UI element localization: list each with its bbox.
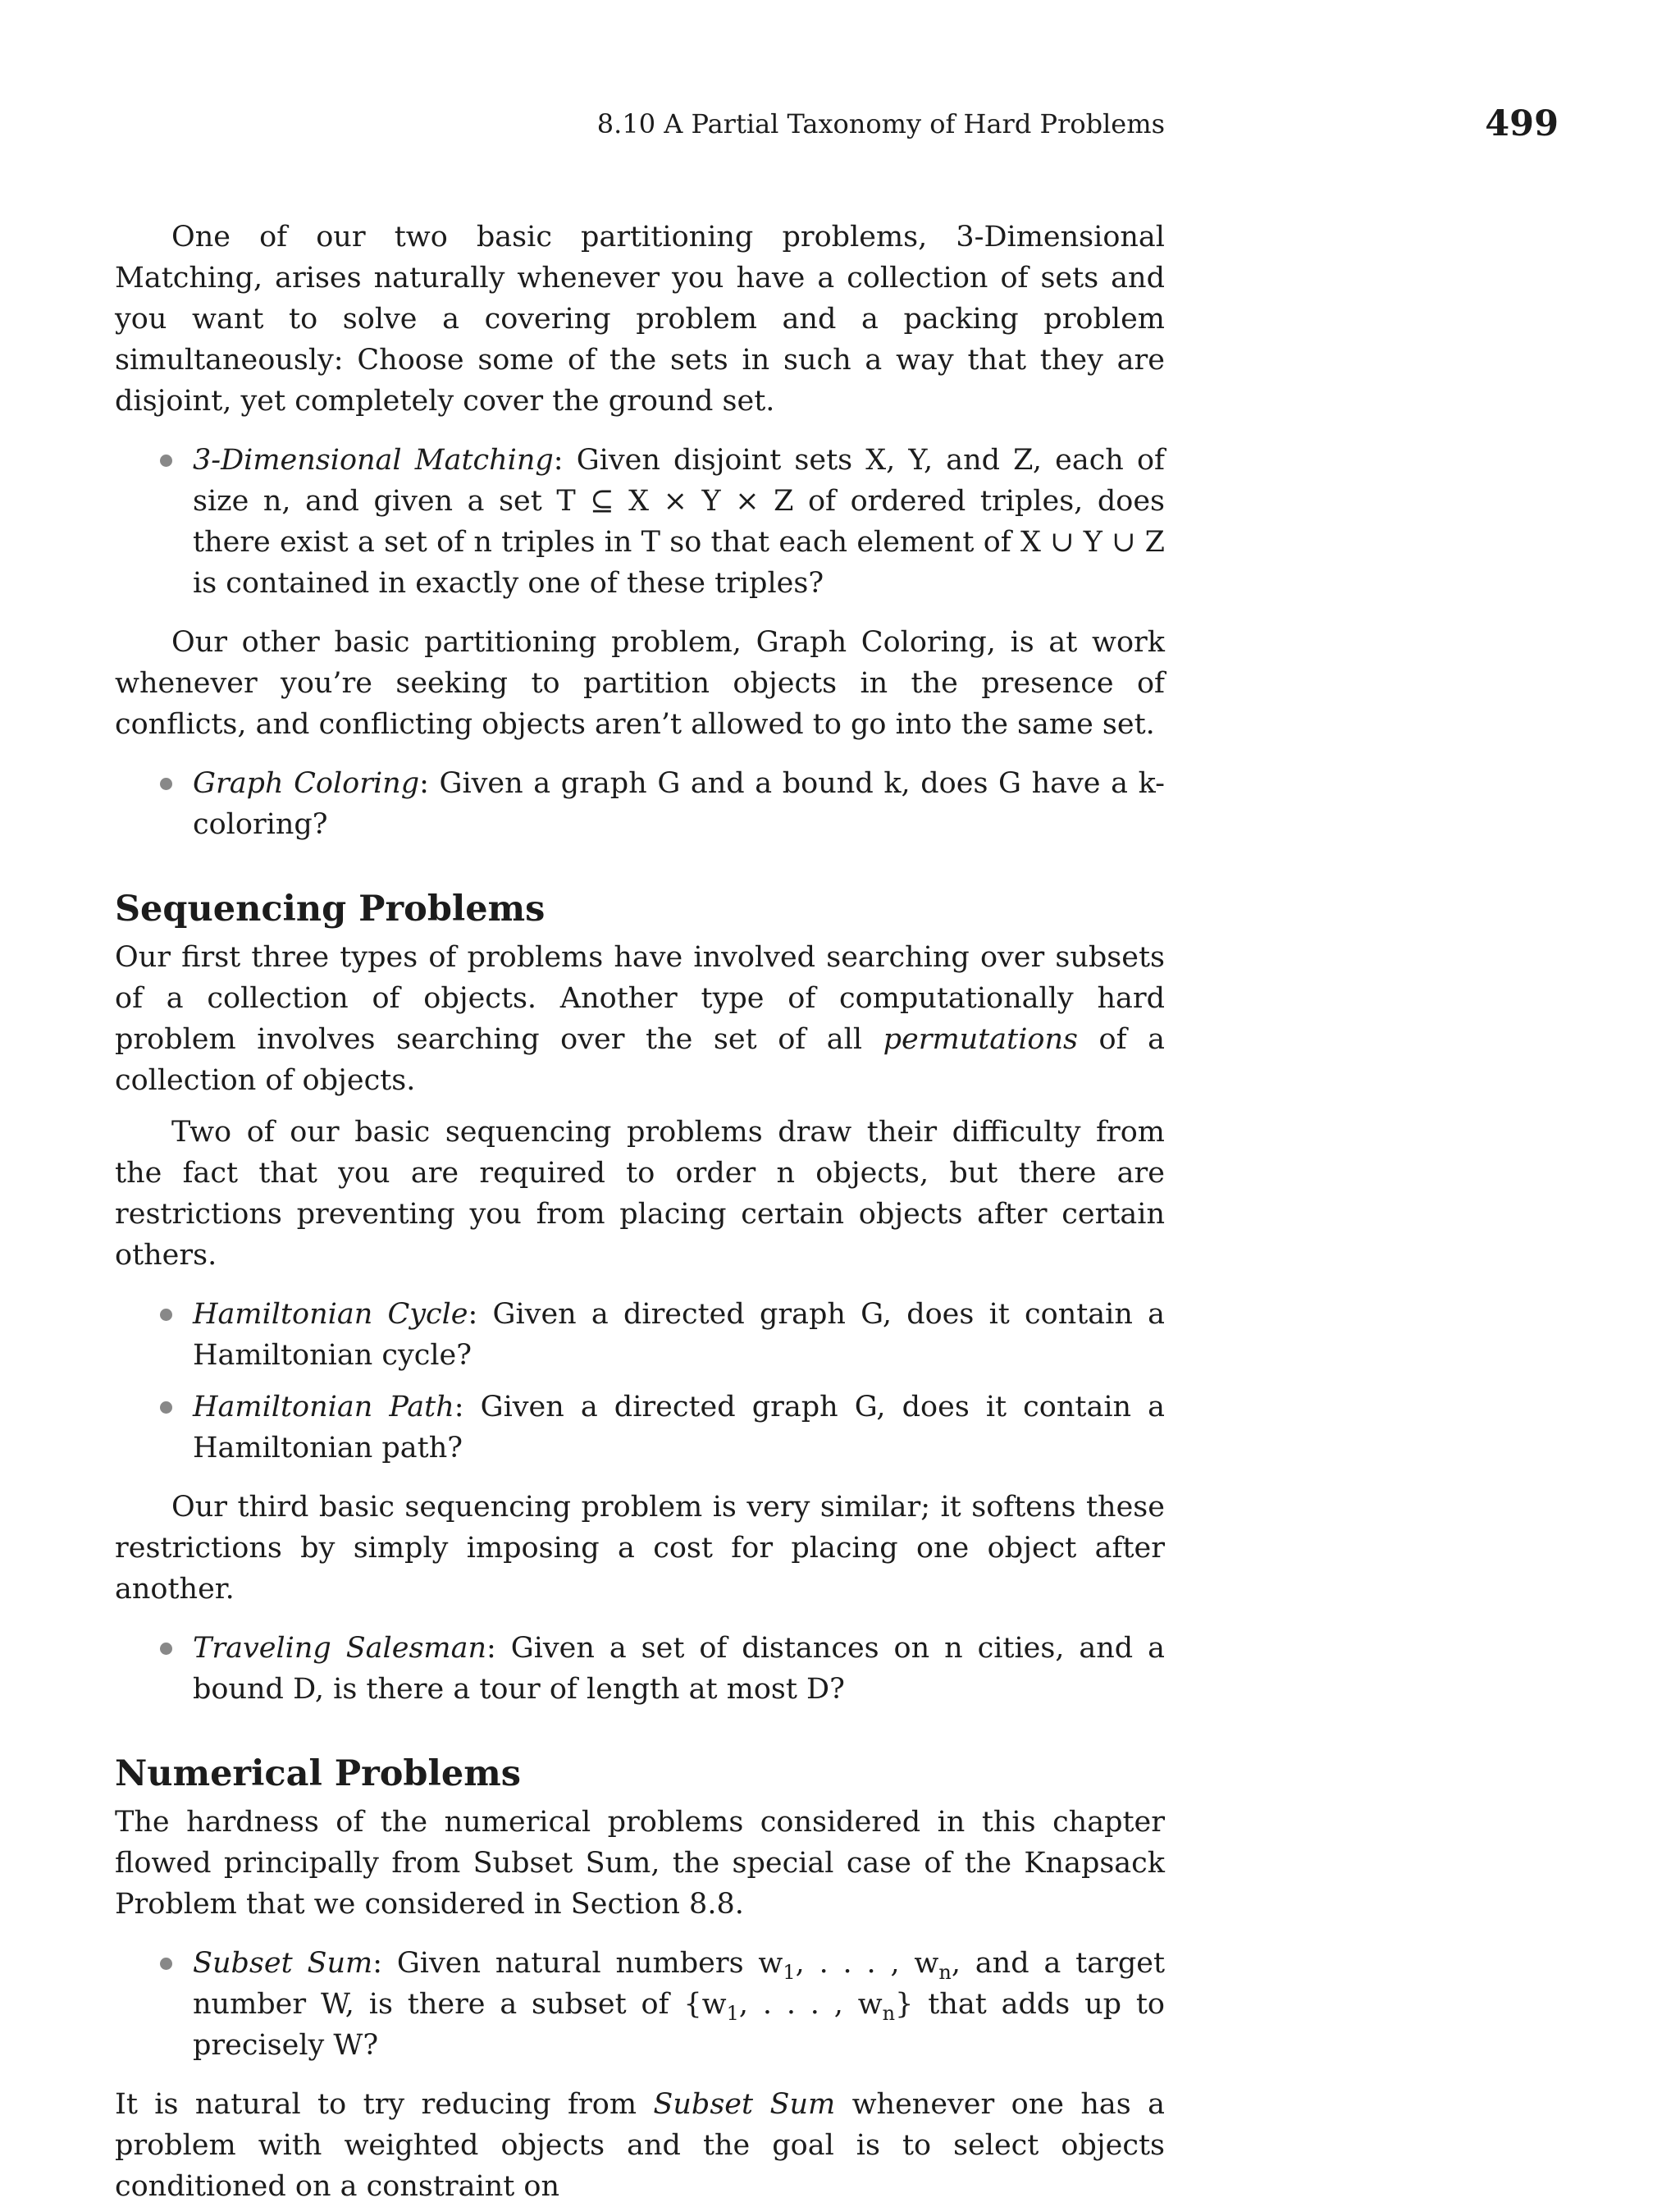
term-traveling-salesman: Traveling Salesman	[193, 1632, 487, 1665]
list-item-hamiltonian-cycle	[115, 1294, 1165, 1376]
paragraph-numerical-intro: The hardness of the numerical problems considered in this chapter flowed principally from Subset Sum, the special case of the Knapsack Problem that we considered in Section 8.8.	[115, 1806, 1165, 1921]
paragraph-subset-sum-reduction	[115, 2084, 1165, 2207]
text-run: } that adds up to precisely W?	[193, 1988, 1166, 2062]
bullet-icon	[160, 1401, 172, 1414]
term-3dm: 3-Dimensional Matching	[193, 444, 554, 477]
subscript: n	[938, 1961, 952, 1984]
page-number: 499	[1485, 103, 1559, 144]
list-item-graph-coloring	[115, 763, 1165, 845]
subscript: n	[882, 2002, 896, 2025]
definition-traveling-salesman: : Given a set of distances on n cities, and a bound D, is there a tour of length at most D?	[193, 1632, 1165, 1706]
definition-graph-coloring: : Given a graph G and a bound k, does G have a k-coloring?	[193, 767, 1165, 841]
term-subset-sum: Subset Sum	[193, 1947, 373, 1980]
page-body	[115, 217, 1165, 2207]
list-item-subset-sum	[115, 1943, 1165, 2066]
term-hamiltonian-cycle: Hamiltonian Cycle	[193, 1298, 468, 1331]
bullet-list-hamiltonian	[115, 1294, 1165, 1469]
text-run: , and a target number W, is there a subset of {w	[193, 1947, 1166, 2021]
paragraph-3dm-intro: One of our two basic partitioning problems, 3-Dimensional Matching, arises naturally whenever you have a collection of sets and you want to solve a covering problem and a packing problem simultaneously: Choose some of the sets in such a way that they are disjoint, yet completely cover the ground set.	[115, 221, 1165, 418]
bullet-list-subset-sum	[115, 1943, 1165, 2066]
paragraph-traveling-salesman-intro: Our third basic sequencing problem is very similar; it softens these restrictions by simply imposing a cost for placing one object after another.	[115, 1491, 1165, 1606]
bullet-list-traveling-salesman	[115, 1628, 1165, 1710]
term-graph-coloring: Graph Coloring	[193, 767, 420, 800]
emphasis-permutations: permutations	[883, 1023, 1078, 1056]
list-item-traveling-salesman	[115, 1628, 1165, 1710]
text-run: It is natural to try reducing from	[115, 2088, 654, 2121]
text-run: : Given natural numbers w	[372, 1947, 783, 1980]
bullet-list-3dm	[115, 440, 1165, 604]
bullet-list-graph-coloring	[115, 763, 1165, 845]
list-item-3dm	[115, 440, 1165, 604]
emphasis-subset-sum: Subset Sum	[653, 2088, 836, 2121]
definition-hamiltonian-cycle: : Given a directed graph G, does it contain a Hamiltonian cycle?	[193, 1298, 1165, 1372]
paragraph-sequencing-intro	[115, 937, 1165, 1101]
text-run: whenever one has a problem with weighted objects and the goal is to select objects conditioned on a constraint on	[115, 2088, 1165, 2203]
bullet-icon	[160, 1643, 172, 1655]
text-run: of a collection of objects.	[115, 1023, 1165, 1097]
paragraph-sequencing-restrictions: Two of our basic sequencing problems draw their difficulty from the fact that you are required to order n objects, but there are restrictions preventing you from placing certain objects after certain others.	[115, 1116, 1165, 1272]
subscript: 1	[726, 2002, 739, 2025]
text-run: Our first three types of problems have involved searching over subsets of a collection of objects. Another type of computationally hard problem involves searching over the set of all	[115, 941, 1165, 1056]
section-heading-numerical: Numerical Problems	[115, 1753, 521, 1794]
bullet-icon	[160, 1958, 172, 1970]
term-hamiltonian-path: Hamiltonian Path	[193, 1391, 454, 1423]
subscript: 1	[783, 1961, 796, 1984]
bullet-icon	[160, 455, 172, 467]
paragraph-graph-coloring-intro: Our other basic partitioning problem, Graph Coloring, is at work whenever you’re seeking to partition objects in the presence of conflicts, and conflicting objects aren’t allowed to go into the same set.	[115, 626, 1165, 741]
list-item-hamiltonian-path	[115, 1387, 1165, 1469]
definition-hamiltonian-path: : Given a directed graph G, does it contain a Hamiltonian path?	[193, 1391, 1165, 1464]
running-head: 8.10 A Partial Taxonomy of Hard Problems	[596, 108, 1165, 139]
text-run: , . . . , w	[738, 1988, 883, 2021]
bullet-icon	[160, 778, 172, 790]
text-run: , . . . , w	[795, 1947, 939, 1980]
bullet-icon	[160, 1309, 172, 1321]
definition-3dm: : Given disjoint sets X, Y, and Z, each of size n, and given a set T ⊆ X × Y × Z of ordered triples, does there exist a set of n triples in T so that each element of X ∪ Y ∪ Z is contained in exactly one of these triples?	[193, 444, 1165, 600]
section-heading-sequencing: Sequencing Problems	[115, 889, 546, 930]
